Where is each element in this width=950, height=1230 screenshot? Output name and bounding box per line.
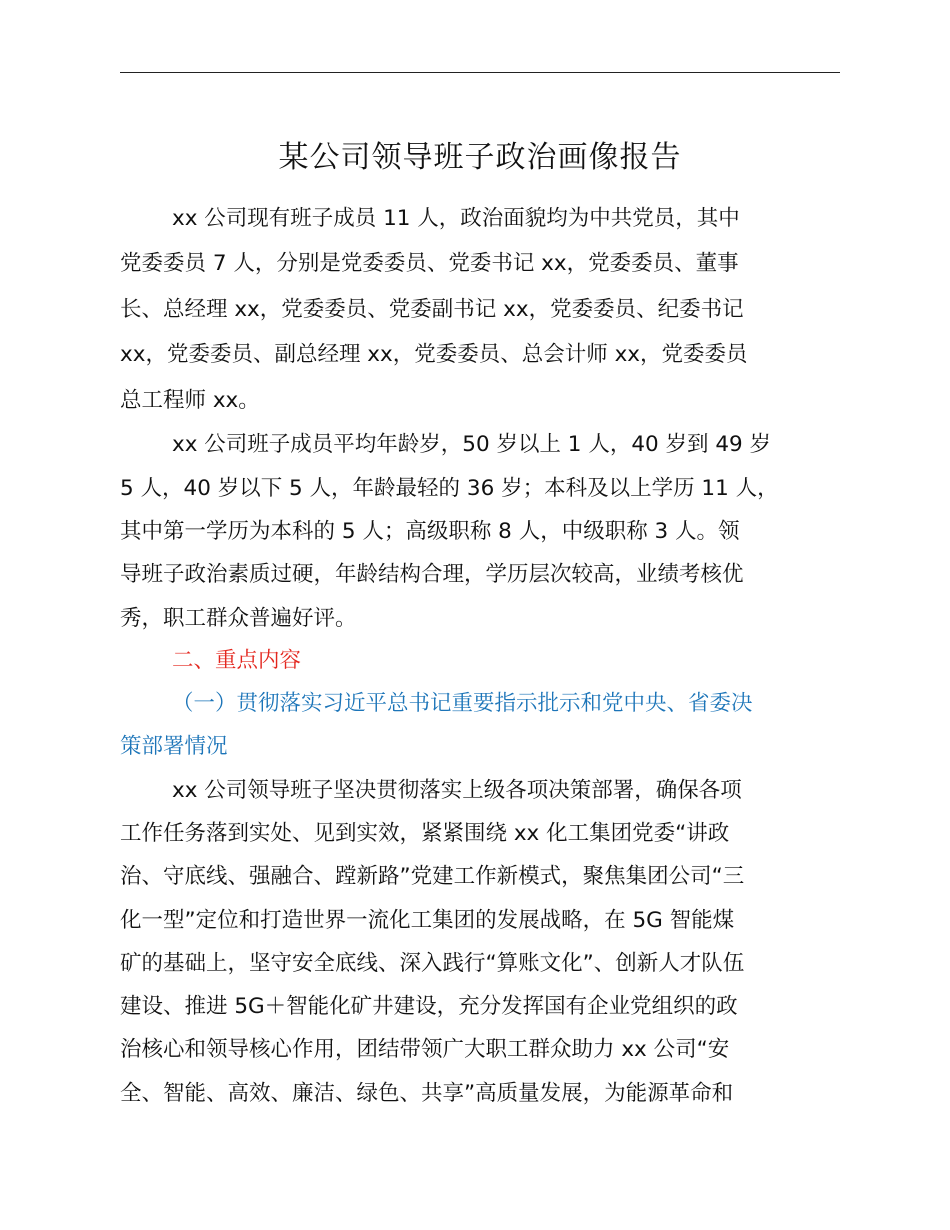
paragraph-3-line: 治、守底线、强融合、蹚新路”党建工作新模式，聚焦集团公司“三: [120, 864, 745, 889]
paragraph-3-line: 矿的基础上，坚守安全底线、深入践行“算账文化”、创新人才队伍: [120, 951, 745, 976]
paragraph-2-line: 导班子政治素质过硬，年龄结构合理，学历层次较高，业绩考核优: [120, 562, 744, 587]
paragraph-1-line: 总工程师 xx。: [120, 388, 260, 413]
paragraph-2-line: 其中第一学历为本科的 5 人；高级职称 8 人，中级职称 3 人。领: [120, 519, 740, 544]
section-heading: 二、重点内容: [172, 648, 302, 673]
header-rule: [120, 72, 840, 73]
paragraph-3-line: 治核心和领导核心作用，团结带领广大职工群众助力 xx 公司“安: [120, 1037, 730, 1062]
paragraph-1-line: 党委委员 7 人，分别是党委委员、党委书记 xx，党委委员、董事: [120, 251, 739, 276]
subsection-heading: 策部署情况: [120, 734, 228, 759]
paragraph-1-line: 长、总经理 xx，党委委员、党委副书记 xx，党委委员、纪委书记: [120, 297, 744, 322]
paragraph-1-line: xx，党委委员、副总经理 xx，党委委员、总会计师 xx，党委委员: [120, 342, 748, 367]
paragraph-3-line: 建设、推进 5G＋智能化矿井建设，充分发挥国有企业党组织的政: [120, 994, 738, 1019]
paragraph-2-line: 5 人，40 岁以下 5 人，年龄最轻的 36 岁；本科及以上学历 11 人，: [120, 476, 779, 501]
document-title: 某公司领导班子政治画像报告: [278, 140, 682, 175]
paragraph-1-line: xx 公司现有班子成员 11 人，政治面貌均为中共党员，其中: [172, 206, 740, 231]
paragraph-3-line: xx 公司领导班子坚决贯彻落实上级各项决策部署，确保各项: [172, 778, 742, 803]
subsection-heading: （一）贯彻落实习近平总书记重要指示批示和党中央、省委决: [172, 691, 753, 716]
paragraph-3-line: 化一型”定位和打造世界一流化工集团的发展战略，在 5G 智能煤: [120, 908, 735, 933]
paragraph-3-line: 工作任务落到实处、见到实效，紧紧围绕 xx 化工集团党委“讲政: [120, 821, 730, 846]
paragraph-3-line: 全、智能、高效、廉洁、绿色、共享”高质量发展，为能源革命和: [120, 1081, 734, 1106]
paragraph-2-line: 秀，职工群众普遍好评。: [120, 606, 357, 631]
paragraph-2-line: xx 公司班子成员平均年龄岁，50 岁以上 1 人，40 岁到 49 岁: [172, 432, 772, 457]
